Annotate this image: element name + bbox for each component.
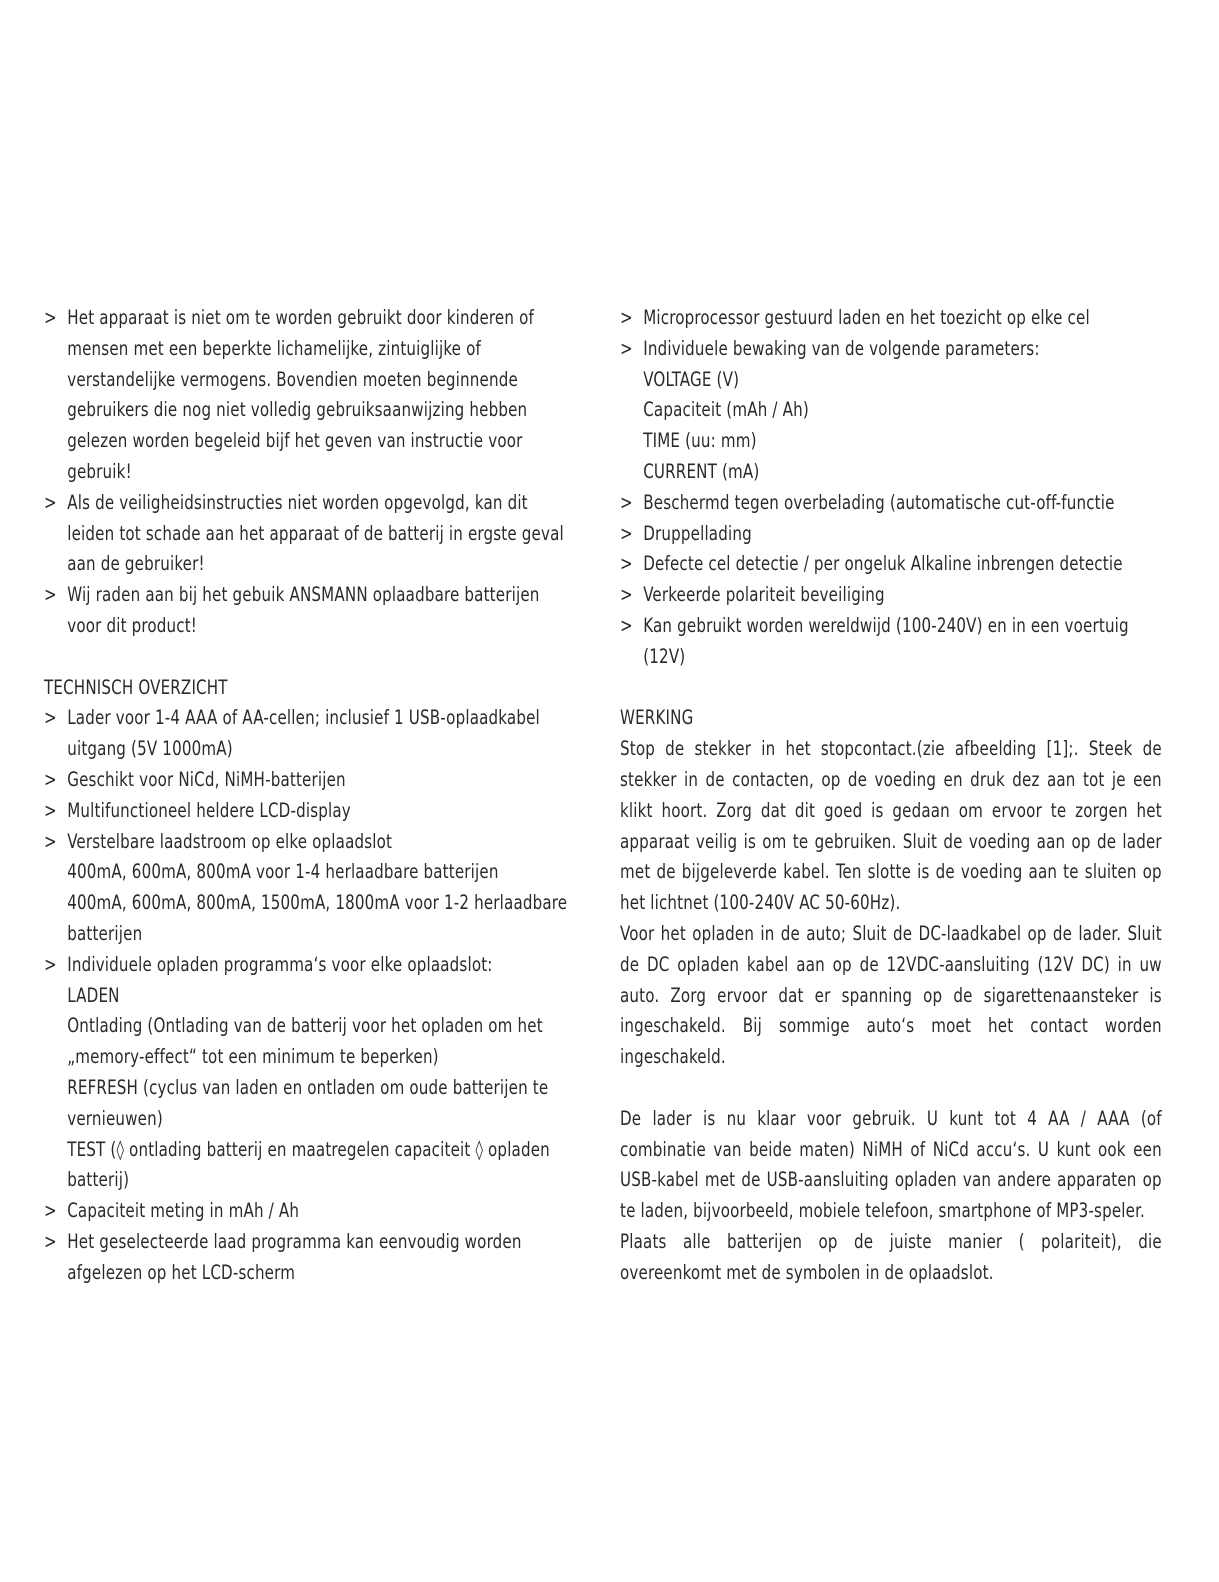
bullet-marker: > <box>44 952 57 976</box>
bullet-marker: > <box>44 829 57 853</box>
intro-list <box>44 303 577 642</box>
right-column <box>620 303 1162 1289</box>
list-item <box>620 611 1162 673</box>
list-item-text: Verkeerde polariteit beveiliging <box>643 583 885 607</box>
list-item <box>620 519 1162 550</box>
list-item <box>44 303 577 488</box>
list-item-text: Microprocessor gestuurd laden en het toezicht op elke cel <box>643 306 1090 329</box>
bullet-marker: > <box>620 336 633 360</box>
list-item <box>620 303 1162 334</box>
bullet-marker: > <box>44 306 57 329</box>
tech-list <box>44 703 577 1288</box>
werking-heading: WERKING <box>620 706 694 730</box>
bullet-marker: > <box>44 490 57 514</box>
bullet-marker: > <box>44 798 57 822</box>
list-item <box>44 488 577 580</box>
list-item-text: Als de veiligheidsinstructies niet worden opgevolgd, kan dit leiden tot schade aan het apparaat of de batterij in ergste geval aan de gebruiker! <box>67 490 564 576</box>
list-item-text: Individuele bewaking van de volgende parameters: <box>643 336 1040 360</box>
list-item <box>620 580 1162 611</box>
list-item <box>44 1196 577 1227</box>
bullet-marker: > <box>44 583 57 607</box>
sub-item: LADEN <box>67 983 120 1007</box>
tech-overview-heading: TECHNISCH OVERZICHT <box>44 675 228 699</box>
sub-item: TEST (◊ ontlading batterij en maatregelen capaciteit ◊ opladen batterij) <box>67 1137 550 1192</box>
bullet-marker: > <box>620 552 633 576</box>
list-item-text: Individuele opladen programma‘s voor elke oplaadslot: <box>67 952 493 976</box>
left-column <box>44 303 577 1289</box>
list-item-text: Het apparaat is niet om te worden gebruikt door kinderen of mensen met een beperkte lichamelijke, zintuiglijke of verstandelijke vermogens. Bovendien moeten beginnende gebruikers die nog niet volledig gebruiksaanwijzing hebben gelezen worden begeleid bijf het geven van instructie voor gebruik! <box>67 306 534 483</box>
list-item <box>44 827 577 858</box>
list-item-text: Het geselecteerde laad programma kan eenvoudig worden afgelezen op het LCD-scherm <box>67 1229 522 1284</box>
list-item <box>44 1227 577 1289</box>
bullet-marker: > <box>620 521 633 545</box>
list-item-text: Multifunctioneel heldere LCD-display <box>67 798 351 822</box>
closing-paragraph: De lader is nu klaar voor gebruik. U kunt tot 4 AA / AAA (of combinatie van beide maten) NiMH of NiCd accu‘s. U kunt ook een USB-kabel met de USB-aansluiting opladen van andere apparaten op te laden, bijvoorbeeld, mobiele telefoon, smartphone of MP3-speler. <box>620 1106 1162 1223</box>
bullet-marker: > <box>44 767 57 791</box>
werking-paragraph: Stop de stekker in het stopcontact.(zie afbeelding [1];. Steek de stekker in de contacten, op de voeding en druk dez aan tot je een klikt hoort. Zorg dat dit goed is gedaan om ervoor te zorgen het apparaat veilig is om te gebruiken. Sluit de voeding aan op de lader met de bijgeleverde kabel. Ten slotte is de voeding aan te sluiten op het lichtnet (100-240V AC 50-60Hz). <box>620 737 1162 915</box>
sub-item: Capaciteit (mAh / Ah) <box>643 398 809 422</box>
sub-item: REFRESH (cyclus van laden en ontladen om oude batterijen te vernieuwen) <box>67 1075 549 1130</box>
list-item-text: Geschikt voor NiCd, NiMH-batterijen <box>67 767 346 791</box>
list-item <box>44 796 577 827</box>
sub-item: 400mA, 600mA, 800mA, 1500mA, 1800mA voor 1-2 herlaadbare batterijen <box>67 891 568 945</box>
list-item <box>44 765 577 796</box>
sub-item: 400mA, 600mA, 800mA voor 1-4 herlaadbare batterijen <box>67 860 499 884</box>
list-item <box>44 580 577 642</box>
list-item-text: Kan gebruikt worden wereldwijd (100-240V) en in een voertuig (12V) <box>643 613 1129 668</box>
list-item-text: Wij raden aan bij het gebuik ANSMANN oplaadbare batterijen voor dit product! <box>67 583 540 637</box>
list-item <box>44 703 577 765</box>
list-item <box>44 950 577 981</box>
sub-item: TIME (uu: mm) <box>643 429 757 453</box>
list-item-text: Druppellading <box>643 521 752 545</box>
bullet-marker: > <box>44 1199 57 1223</box>
list-item <box>620 488 1162 519</box>
list-item-text: Lader voor 1-4 AAA of AA-cellen; inclusief 1 USB-oplaadkabel uitgang (5V 1000mA) <box>67 706 540 761</box>
sub-item: Ontlading (Ontlading van de batterij voor het opladen om het „memory-effect“ tot een minimum te beperken) <box>67 1014 543 1069</box>
list-item <box>620 334 1162 365</box>
bullet-marker: > <box>44 706 57 730</box>
werking-paragraph: Voor het opladen in de auto; Sluit de DC-laadkabel op de lader. Sluit de DC opladen kabel aan op de 12VDC-aansluiting (12V DC) in uw auto. Zorg ervoor dat er spanning op de sigarettenaansteker is ingeschakeld. Bij sommige auto‘s moet het contact worden ingeschakeld. <box>620 921 1162 1069</box>
bullet-marker: > <box>620 613 633 637</box>
bullet-marker: > <box>44 1229 57 1253</box>
list-item-text: Defecte cel detectie / per ongeluk Alkaline inbrengen detectie <box>643 552 1123 576</box>
sub-item: VOLTAGE (V) <box>643 367 740 391</box>
bullet-marker: > <box>620 306 633 329</box>
feature-list <box>620 303 1162 673</box>
list-item-text: Capaciteit meting in mAh / Ah <box>67 1199 300 1223</box>
bullet-marker: > <box>620 583 633 607</box>
sub-item: CURRENT (mA) <box>643 459 760 483</box>
list-item <box>620 549 1162 580</box>
bullet-marker: > <box>620 490 633 514</box>
list-item-text: Beschermd tegen overbelading (automatische cut-off-functie <box>643 490 1115 514</box>
list-item-text: Verstelbare laadstroom op elke oplaadslot <box>67 829 393 853</box>
closing-paragraph: Plaats alle batterijen op de juiste manier ( polariteit), die overeenkomt met de symbolen in de oplaadslot. <box>620 1229 1162 1284</box>
